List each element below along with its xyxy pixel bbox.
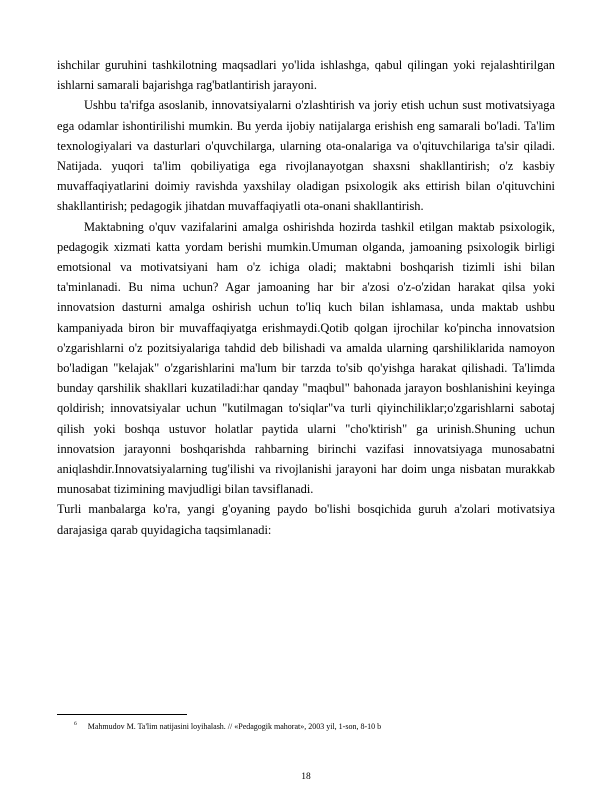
footnote-separator [57,714,187,715]
paragraph-1: ishchilar guruhini tashkilotning maqsadlari yo'lida ishlashga, qabul qilingan yoki rejalashtirilgan ishlarni samarali bajarishga rag'batlantirish jarayoni. [57,58,555,93]
paragraph-4: Turli manbalarga ko'ra, yangi g'oyaning paydo bo'lishi bosqichida guruh a'zolari motivatsiya darajasiga qarab quyidagicha taqsimlanadi: [57,502,555,537]
paragraph-3: Maktabning o'quv vazifalarini amalga oshirishda hozirda tashkil etilgan maktab psixologik, pedagogik xizmati katta yordam berishi mumkin.Umuman olganda, jamoaning psixologik birligi emotsional va motivatsiyani ham o'z ichiga oladi; maktabni boshqarish tizimli ishi bilan ta'minlanadi. Bu nima uchun? Agar jamoaning har bir a'zosi o'z-o'zidan harakat qilsa yoki innovatsion dasturni amalga oshirish uchun to'liq kuch bilan ishlamasa, unda maktab ushbu kampaniyada biron bir muvaffaqiyatga erishmaydi.Qotib qolgan ijrochilar ko'pincha innovatsion o'zgarishlarni o'z pozitsiyalariga tahdid deb bilishadi va amalda ularning qarshiliklarida namoyon bo'ladigan "kelajak" o'zgarishlarini ma'lum bir tarzda to'sib qo'yishga harakat qilishadi. Ta'limda bunday qarshilik shakllari kuzatiladi:har qanday "maqbul" bahonada jarayon boshlanishini keyinga qoldirish; innovatsiyalar uchun "kutilmagan to'siqlar"va turli qiyinchiliklar;o'zgarishlarni sabotaj qilish yoki boshqa ustuvor holatlar paytida ularni "cho'ktirish" ga urinish.Shuning uchun innovatsion jarayonni boshqarishda rahbarning birinchi vazifasi innovatsiyaga munosabatni aniqlashdir.Innovatsiyalarning tug'ilishi va rivojlanishi jarayoni har doim unga nisbatan murakkab munosabat tizimining mavjudligi bilan tavsiflanadi. [57,219,555,497]
footnote-marker: 6 [74,721,77,727]
paragraph-2: Ushbu ta'rifga asoslanib, innovatsiyalarni o'zlashtirish va joriy etish uchun sust motivatsiyaga ega odamlar ishontirilishi mumkin. Bu yerda ijobiy natijalarga erishish eng samarali bo'ladi. Ta'lim texnologiyalari va dasturlari o'quvchilarga, ularning ota-onalariga va o'qituvchilariga ta'sir qiladi. Natijada. yuqori ta'lim qobiliyatiga ega rivojlanayotgan shaxsni shakllantirish; o'z kasbiy muvaffaqiyatlarini doimiy ravishda yaxshilay oladigan psixologik aks ettirish bilan o'qituvchini shakllantirish; pedagogik jihatdan muvaffaqiyatli ota-onani shakllantirish. [57,98,555,214]
page-number: 18 [301,772,311,782]
footnote [74,719,381,732]
footnote-text: Mahmudov M. Ta'lim natijasini loyihalash. // «Pedagogik mahorat», 2003 yil, 1-son, 8-10 b [87,722,382,731]
document-body [57,55,555,540]
